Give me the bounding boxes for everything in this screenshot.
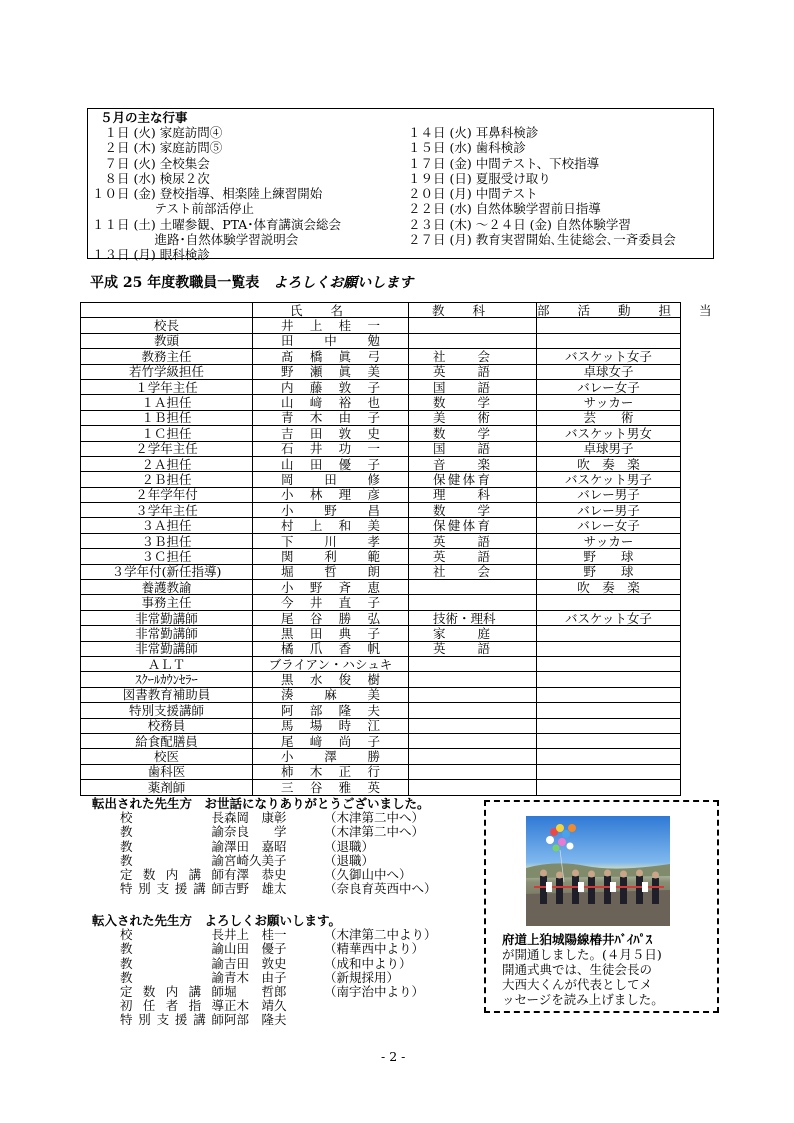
transfer-name: 正木 靖久 bbox=[224, 998, 287, 1014]
staff-row bbox=[81, 349, 681, 364]
header-name: 氏名 bbox=[253, 303, 409, 318]
staff-subject: 技術・理科 bbox=[409, 610, 537, 625]
staff-role: 校長 bbox=[81, 318, 253, 333]
header-club: 部活動担当 bbox=[537, 302, 740, 318]
transfer-role: 初任者指導 bbox=[120, 998, 224, 1014]
staff-club: 野 球 bbox=[537, 549, 681, 564]
staff-name: 青木由子 bbox=[253, 410, 409, 425]
staff-role: 非常勤講師 bbox=[81, 641, 253, 656]
staff-row bbox=[81, 780, 681, 795]
staff-subject: 社会 bbox=[409, 349, 537, 364]
transfer-role: 教 諭 bbox=[120, 955, 224, 971]
staff-club: 吹 奏 楽 bbox=[537, 456, 681, 471]
staff-role: ３学年付(新任指導) bbox=[81, 564, 253, 579]
transfer-role: 特別支援講師 bbox=[120, 881, 224, 897]
transfer-name: 吉田 敦史 bbox=[224, 955, 287, 971]
staff-club bbox=[537, 780, 681, 795]
staff-club: 卓球男子 bbox=[537, 441, 681, 456]
staff-club bbox=[537, 626, 681, 641]
event-item: ２０日 (月) 中間テスト bbox=[408, 186, 538, 202]
page-number: - 2 - bbox=[381, 1049, 406, 1064]
ceremony-photo bbox=[526, 816, 670, 926]
transfer-name: 吉野 雄太 bbox=[224, 881, 287, 897]
staff-name: 吉田敦史 bbox=[253, 426, 409, 441]
staff-role: ２Ａ担任 bbox=[81, 456, 253, 471]
staff-club: 吹 奏 楽 bbox=[537, 580, 681, 595]
event-item: ７日 (火) 全校集会 bbox=[92, 155, 210, 171]
staff-subject bbox=[409, 318, 537, 333]
transfer-name: 阿部 隆夫 bbox=[224, 1012, 287, 1028]
staff-role: 給食配膳員 bbox=[81, 733, 253, 748]
staff-role: 教務主任 bbox=[81, 349, 253, 364]
staff-subject bbox=[409, 749, 537, 764]
transfer-role: 教 諭 bbox=[120, 969, 224, 985]
staff-row bbox=[81, 749, 681, 764]
staff-name: 山田優子 bbox=[253, 456, 409, 471]
transfer-role: 教 諭 bbox=[120, 852, 224, 868]
transfer-role: 校 長 bbox=[120, 810, 224, 826]
staff-name: 井上桂一 bbox=[253, 318, 409, 333]
transfer-row bbox=[120, 985, 437, 999]
event-item: ２日 (木) 家庭訪問⑤ bbox=[92, 140, 223, 156]
staff-subject: 数学 bbox=[409, 395, 537, 410]
staff-role: 事務主任 bbox=[81, 595, 253, 610]
transfer-role: 教 諭 bbox=[120, 941, 224, 957]
staff-row bbox=[81, 687, 681, 702]
transfer-row bbox=[120, 882, 437, 896]
staff-name: 岡田修 bbox=[253, 472, 409, 487]
transfer-row bbox=[120, 868, 437, 882]
staff-subject: 数学 bbox=[409, 426, 537, 441]
staff-subject: 保健体育 bbox=[409, 472, 537, 487]
staff-row bbox=[81, 626, 681, 641]
transfer-note: （木津第二中へ） bbox=[324, 824, 425, 840]
staff-subject: 英語 bbox=[409, 533, 537, 548]
staff-name: 内藤敦子 bbox=[253, 379, 409, 394]
staff-row bbox=[81, 379, 681, 394]
staff-name: 野瀬眞美 bbox=[253, 364, 409, 379]
transfer-row bbox=[120, 811, 437, 825]
staff-subject: 国語 bbox=[409, 441, 537, 456]
staff-table bbox=[80, 302, 740, 796]
staff-name: 柿木正行 bbox=[253, 764, 409, 779]
staff-role: 非常勤講師 bbox=[81, 610, 253, 625]
transfer-row bbox=[120, 825, 437, 839]
staff-name: 田中勉 bbox=[253, 333, 409, 348]
photo-caption-line: ッセージを読み上げました。 bbox=[502, 992, 664, 1007]
staff-row bbox=[81, 580, 681, 595]
staff-subject: 美術 bbox=[409, 410, 537, 425]
staff-name: 橘爪香帆 bbox=[253, 641, 409, 656]
staff-club bbox=[537, 764, 681, 779]
staff-role: 歯科医 bbox=[81, 764, 253, 779]
staff-role: 校医 bbox=[81, 749, 253, 764]
staff-club: サッカー bbox=[537, 395, 681, 410]
staff-subject: 数学 bbox=[409, 503, 537, 518]
event-item: １０日 (金) 登校指導、相楽陸上練習開始 bbox=[92, 186, 323, 202]
transfer-role: 校 長 bbox=[120, 927, 224, 943]
staff-subject bbox=[409, 703, 537, 718]
staff-name: 馬場時江 bbox=[253, 718, 409, 733]
staff-subject bbox=[409, 780, 537, 795]
transfer-name: 澤田 嘉昭 bbox=[224, 838, 287, 854]
staff-row bbox=[81, 395, 681, 410]
event-item: １日 (火) 家庭訪問④ bbox=[92, 125, 223, 140]
transfer-row bbox=[120, 999, 437, 1013]
staff-name: 関利範 bbox=[253, 549, 409, 564]
events-box bbox=[87, 108, 714, 263]
staff-row bbox=[81, 610, 681, 625]
staff-subject: 国語 bbox=[409, 379, 537, 394]
header-role bbox=[81, 303, 253, 318]
staff-club: バスケット男子 bbox=[537, 472, 681, 487]
staff-subject bbox=[409, 733, 537, 748]
staff-subject: 社会 bbox=[409, 564, 537, 579]
transfer-name: 奈良 学 bbox=[224, 824, 287, 840]
event-item: ２７日 (月) 教育実習開始､生徒総会､一斉委員会 bbox=[408, 232, 676, 248]
staff-role: ３Ｃ担任 bbox=[81, 549, 253, 564]
staff-name: 石井功一 bbox=[253, 441, 409, 456]
events-title: ５月の主な行事 bbox=[100, 110, 188, 125]
staff-name: 小野斉恵 bbox=[253, 580, 409, 595]
staff-name: 小澤勝 bbox=[253, 749, 409, 764]
transfer-name: 宮崎久美子 bbox=[224, 852, 287, 868]
transfers-in bbox=[92, 914, 437, 1028]
staff-name: 黒水俊樹 bbox=[253, 672, 409, 687]
staff-club: バスケット女子 bbox=[537, 349, 681, 364]
staff-heading-year: 平成 25 年度教職員一覧表 bbox=[90, 275, 274, 291]
staff-subject: 英語 bbox=[409, 641, 537, 656]
staff-club bbox=[537, 672, 681, 687]
staff-role: ２年学年付 bbox=[81, 487, 253, 502]
transfer-note: （退職） bbox=[324, 838, 375, 854]
staff-club: バレー男子 bbox=[537, 503, 681, 518]
transfer-name: 青木 由子 bbox=[224, 969, 287, 985]
ceremony-photo-illustration bbox=[526, 816, 670, 926]
photo-caption bbox=[502, 932, 714, 1007]
staff-subject: 音楽 bbox=[409, 456, 537, 471]
transfer-row bbox=[120, 854, 437, 868]
transfer-row bbox=[120, 942, 437, 956]
event-item: １１日 (土) 土曜参観、PTA･体育講演会総会 bbox=[92, 216, 342, 232]
staff-row bbox=[81, 333, 681, 348]
transfer-note: （久御山中へ） bbox=[324, 866, 412, 882]
staff-club bbox=[537, 703, 681, 718]
event-item: １４日 (火) 耳鼻科検診 bbox=[408, 125, 539, 140]
staff-club bbox=[537, 656, 681, 671]
transfer-role: 定数内講師 bbox=[120, 983, 224, 999]
transfer-note: （木津第二中へ） bbox=[324, 810, 425, 826]
staff-role: 校務員 bbox=[81, 718, 253, 733]
staff-name: 堀哲朗 bbox=[253, 564, 409, 579]
transfer-note: （奈良育英西中へ） bbox=[324, 881, 437, 897]
staff-row bbox=[81, 733, 681, 748]
staff-club: 野 球 bbox=[537, 564, 681, 579]
staff-name: ブライアン・ハシュキ bbox=[253, 656, 409, 671]
transfer-role: 特別支援講師 bbox=[120, 1012, 224, 1028]
staff-club bbox=[537, 687, 681, 702]
transfer-note: （精華西中より） bbox=[324, 941, 425, 957]
staff-name: 尾谷勝弘 bbox=[253, 610, 409, 625]
photo-box bbox=[484, 800, 719, 1013]
staff-name: 村上和美 bbox=[253, 518, 409, 533]
staff-subject bbox=[409, 764, 537, 779]
staff-role: ３学年主任 bbox=[81, 503, 253, 518]
staff-row bbox=[81, 595, 681, 610]
event-item: １３日 (月) 眼科検診 bbox=[92, 247, 210, 263]
staff-subject bbox=[409, 687, 537, 702]
staff-role: ３Ａ担任 bbox=[81, 518, 253, 533]
photo-caption-line: 開通式典では、生徒会長の bbox=[502, 962, 653, 977]
staff-role: 薬剤師 bbox=[81, 780, 253, 795]
staff-club bbox=[537, 595, 681, 610]
staff-row bbox=[81, 533, 681, 548]
staff-role: １学年主任 bbox=[81, 379, 253, 394]
photo-caption-line: 大西大くんが代表としてメ bbox=[502, 977, 653, 992]
staff-row bbox=[81, 472, 681, 487]
event-item: ８日 (水) 検尿２次 bbox=[92, 170, 210, 186]
transfers-in-list bbox=[92, 928, 437, 1027]
photo-caption-line: が開通しました。(４月５日) bbox=[502, 947, 662, 962]
staff-role: １Ｂ担任 bbox=[81, 410, 253, 425]
staff-club bbox=[537, 718, 681, 733]
header-subject: 教科 bbox=[409, 303, 537, 318]
staff-row bbox=[81, 718, 681, 733]
staff-row bbox=[81, 410, 681, 425]
transfer-role: 教 諭 bbox=[120, 838, 224, 854]
transfer-name: 有澤 恭史 bbox=[224, 866, 287, 882]
staff-role: ＡＬＴ bbox=[81, 656, 253, 671]
event-item: １７日 (金) 中間テスト、下校指導 bbox=[408, 155, 600, 171]
staff-name: 今井直子 bbox=[253, 595, 409, 610]
staff-club: 芸 術 bbox=[537, 410, 681, 425]
event-item: 進路･自然体験学習説明会 bbox=[92, 232, 299, 248]
transfer-row bbox=[120, 1013, 437, 1027]
events-right-column bbox=[408, 125, 676, 247]
staff-role: ３Ｂ担任 bbox=[81, 533, 253, 548]
staff-row bbox=[81, 503, 681, 518]
staff-role: １Ｃ担任 bbox=[81, 426, 253, 441]
staff-club bbox=[537, 641, 681, 656]
staff-name: 阿部隆夫 bbox=[253, 703, 409, 718]
staff-role: 非常勤講師 bbox=[81, 626, 253, 641]
transfer-row bbox=[120, 957, 437, 971]
staff-row bbox=[81, 441, 681, 456]
transfers-out-title: 転出された先生方 お世話になりありがとうございました。 bbox=[92, 796, 430, 811]
staff-row bbox=[81, 641, 681, 656]
staff-row bbox=[81, 456, 681, 471]
event-item: ２２日 (水) 自然体験学習前日指導 bbox=[408, 201, 601, 217]
transfer-note: （南宇治中より） bbox=[324, 983, 425, 999]
staff-role: 若竹学級担任 bbox=[81, 364, 253, 379]
staff-name: 小野昌 bbox=[253, 503, 409, 518]
transfer-name: 井上 桂一 bbox=[224, 927, 287, 943]
staff-role: １Ａ担任 bbox=[81, 395, 253, 410]
transfer-name: 山田 優子 bbox=[224, 941, 287, 957]
event-item: １９日 (日) 夏服受け取り bbox=[408, 170, 551, 186]
staff-role: 図書教育補助員 bbox=[81, 687, 253, 702]
transfer-note: （成和中より） bbox=[324, 955, 412, 971]
staff-role: ２Ｂ担任 bbox=[81, 472, 253, 487]
staff-subject: 英語 bbox=[409, 364, 537, 379]
event-item: ２３日 (木) ～２４日 (金) 自然体験学習 bbox=[408, 216, 631, 232]
staff-row bbox=[81, 703, 681, 718]
event-item: テスト前部活停止 bbox=[92, 201, 255, 217]
staff-row bbox=[81, 656, 681, 671]
staff-row bbox=[81, 318, 681, 333]
staff-club bbox=[537, 749, 681, 764]
staff-club: バレー男子 bbox=[537, 487, 681, 502]
transfer-name: 森岡 康彰 bbox=[224, 810, 287, 826]
transfer-name: 堀 哲郎 bbox=[224, 983, 287, 999]
staff-club: バスケット女子 bbox=[537, 610, 681, 625]
staff-club bbox=[537, 733, 681, 748]
staff-name: 尾﨑尚子 bbox=[253, 733, 409, 748]
staff-role: 養護教諭 bbox=[81, 580, 253, 595]
staff-name: 三谷雅英 bbox=[253, 780, 409, 795]
staff-role: ２学年主任 bbox=[81, 441, 253, 456]
staff-row bbox=[81, 672, 681, 687]
staff-club: バレー女子 bbox=[537, 379, 681, 394]
transfer-row bbox=[120, 971, 437, 985]
transfer-note: （退職） bbox=[324, 852, 375, 868]
events-left-column bbox=[92, 125, 341, 263]
staff-name: 髙橋眞弓 bbox=[253, 349, 409, 364]
staff-club: バスケット男女 bbox=[537, 426, 681, 441]
staff-subject bbox=[409, 656, 537, 671]
staff-name: 小林理彦 bbox=[253, 487, 409, 502]
transfer-note: （木津第二中より） bbox=[324, 927, 437, 943]
transfers-out bbox=[92, 797, 437, 896]
event-item: １５日 (水) 歯科検診 bbox=[408, 140, 526, 156]
staff-row bbox=[81, 364, 681, 379]
transfers-out-list bbox=[92, 811, 437, 896]
transfer-role: 教 諭 bbox=[120, 824, 224, 840]
transfer-note: （新規採用） bbox=[324, 969, 400, 985]
staff-name: 山﨑裕也 bbox=[253, 395, 409, 410]
staff-subject: 家庭 bbox=[409, 626, 537, 641]
transfer-row bbox=[120, 928, 437, 942]
staff-row bbox=[81, 487, 681, 502]
staff-role: 教頭 bbox=[81, 333, 253, 348]
staff-heading bbox=[90, 272, 413, 292]
staff-role: ｽｸｰﾙｶｳﾝｾﾗｰ bbox=[81, 672, 253, 687]
staff-name: 湊麻美 bbox=[253, 687, 409, 702]
staff-subject: 保健体育 bbox=[409, 518, 537, 533]
staff-heading-greeting: よろしくお願いします bbox=[273, 275, 414, 291]
transfer-role: 定数内講師 bbox=[120, 866, 224, 882]
staff-club bbox=[537, 318, 681, 333]
staff-name: 下川孝 bbox=[253, 533, 409, 548]
transfers-in-title: 転入された先生方 よろしくお願いします。 bbox=[92, 913, 342, 928]
staff-role: 特別支援講師 bbox=[81, 703, 253, 718]
staff-subject: 英語 bbox=[409, 549, 537, 564]
staff-row bbox=[81, 764, 681, 779]
staff-club bbox=[537, 333, 681, 348]
photo-caption-title: 府道上狛城陽線椿井ﾊﾞｲﾊﾟｽ bbox=[502, 932, 653, 947]
staff-row bbox=[81, 426, 681, 441]
staff-name: 黒田典子 bbox=[253, 626, 409, 641]
staff-row bbox=[81, 518, 681, 533]
staff-subject: 理科 bbox=[409, 487, 537, 502]
staff-table-body bbox=[81, 318, 681, 795]
transfer-row bbox=[120, 840, 437, 854]
staff-table-header bbox=[81, 303, 681, 318]
staff-club: サッカー bbox=[537, 533, 681, 548]
staff-subject bbox=[409, 580, 537, 595]
staff-row bbox=[81, 564, 681, 579]
staff-row bbox=[81, 549, 681, 564]
staff-subject bbox=[409, 333, 537, 348]
staff-club: バレー女子 bbox=[537, 518, 681, 533]
staff-subject bbox=[409, 595, 537, 610]
staff-subject bbox=[409, 672, 537, 687]
staff-subject bbox=[409, 718, 537, 733]
staff-club: 卓球女子 bbox=[537, 364, 681, 379]
